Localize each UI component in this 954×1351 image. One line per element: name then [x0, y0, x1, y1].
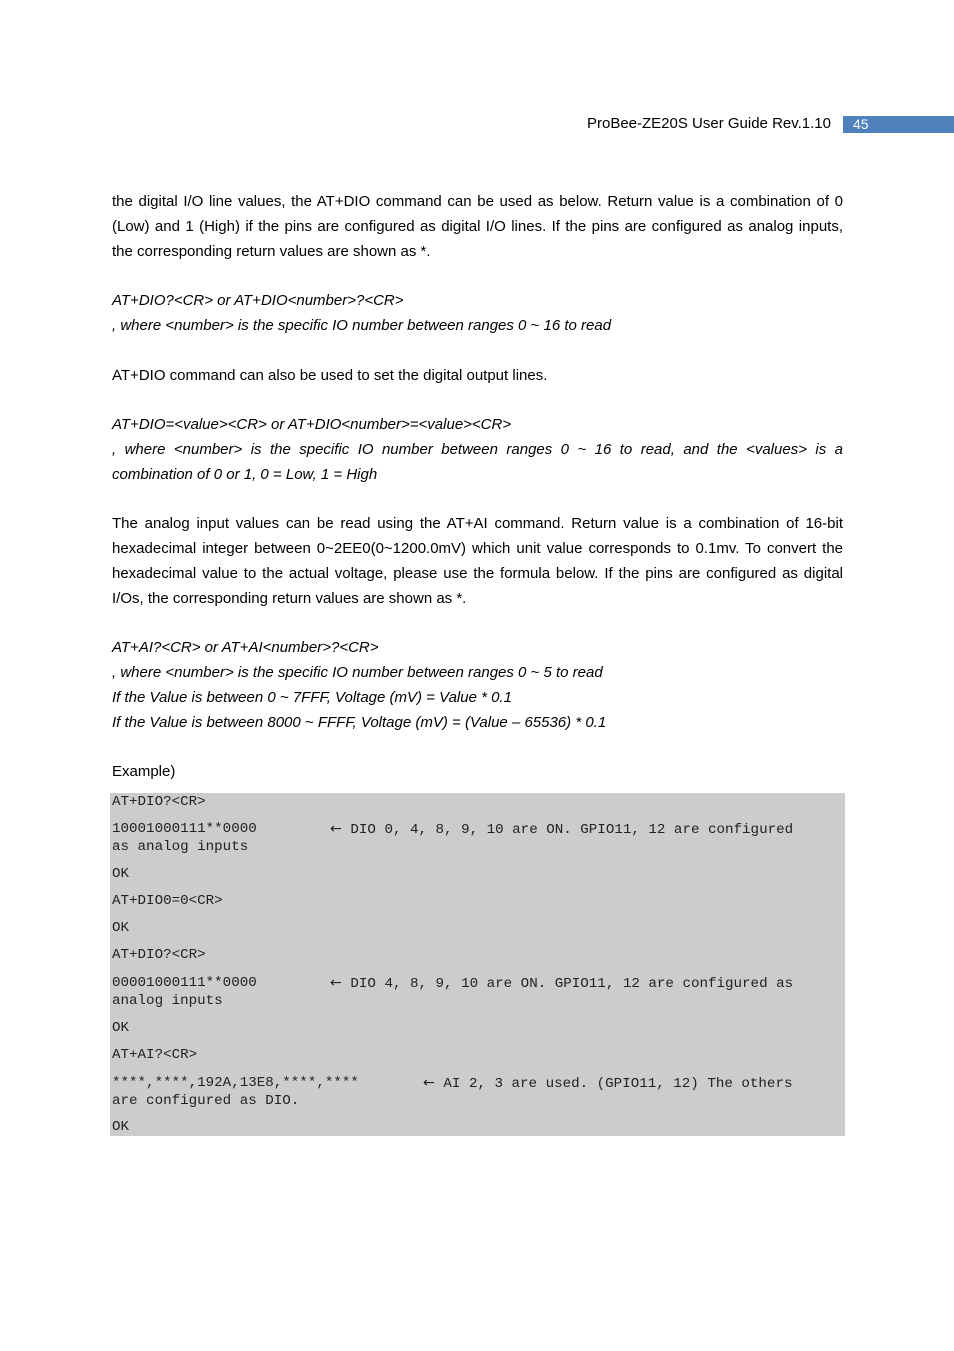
dio-read-where: , where <number> is the specific IO number between ranges 0 ~ 16 to read: [112, 316, 612, 334]
ai-paragraph: The analog input values can be read using the AT+AI command. Return value is a combination of 16-bit hexadecimal integer between 0~2EE0(0~1200.0mV) which unit value corresponds to 0.1mv. To convert the hexadecimal value to the actual voltage, please use the formula below. If the pins are configured as digital I/Os, the corresponding return values are shown as *.: [112, 515, 843, 607]
code-line: are configured as DIO.: [112, 1093, 300, 1109]
left-arrow-icon: ←: [330, 975, 342, 991]
code-comment: ← DIO 4, 8, 9, 10 are ON. GPIO11, 12 are configured as: [330, 975, 794, 992]
code-line: OK: [112, 1119, 130, 1135]
dio-set-where: , where <number> is the specific IO number between ranges 0 ~ 16 to read, and the <values> is a combination of 0 or 1, 0 = Low, 1 = High: [112, 440, 843, 483]
code-line: AT+AI?<CR>: [112, 1047, 198, 1063]
code-line: AT+DIO?<CR>: [112, 794, 206, 810]
code-line: AT+DIO?<CR>: [112, 947, 206, 963]
ai-syntax: AT+AI?<CR> or AT+AI<number>?<CR>: [112, 639, 379, 657]
code-line: ****,****,192A,13E8,****,****: [112, 1075, 359, 1091]
left-arrow-icon: ←: [423, 1075, 435, 1091]
code-comment: ← DIO 0, 4, 8, 9, 10 are ON. GPIO11, 12 are configured: [330, 821, 794, 838]
example-label: Example): [112, 763, 176, 781]
page-header: [0, 114, 954, 134]
dio-set-paragraph: AT+DIO command can also be used to set the digital output lines.: [112, 366, 548, 384]
code-line: as analog inputs: [112, 839, 249, 855]
ai-where: , where <number> is the specific IO number between ranges 0 ~ 5 to read: [112, 664, 603, 682]
code-line: AT+DIO0=0<CR>: [112, 893, 223, 909]
ai-formula-1: If the Value is between 0 ~ 7FFF, Voltage (mV) = Value * 0.1: [112, 688, 512, 706]
code-line: OK: [112, 1020, 130, 1036]
page-body: [112, 190, 843, 785]
dio-intro-paragraph: the digital I/O line values, the AT+DIO command can be used as below. Return value is a combination of 0 (Low) and 1 (High) if the pins are configured as digital I/O lines. If the pins are configured as analog inputs, the corresponding return values are shown as *.: [112, 193, 843, 260]
page-number: 45: [853, 116, 869, 132]
ai-formula-2: If the Value is between 8000 ~ FFFF, Voltage (mV) = (Value – 65536) * 0.1: [112, 713, 607, 731]
page-number-badge: [843, 116, 954, 133]
example-code-block: [110, 793, 845, 1136]
code-line: OK: [112, 920, 130, 936]
code-line: 10001000111**0000: [112, 821, 257, 837]
code-line: analog inputs: [112, 993, 223, 1009]
dio-read-syntax: AT+DIO?<CR> or AT+DIO<number>?<CR>: [112, 292, 404, 310]
code-comment: ← AI 2, 3 are used. (GPIO11, 12) The others: [423, 1075, 793, 1092]
dio-set-syntax: AT+DIO=<value><CR> or AT+DIO<number>=<value><CR>: [112, 416, 512, 434]
document-title: ProBee-ZE20S User Guide Rev.1.10: [586, 115, 831, 132]
left-arrow-icon: ←: [330, 821, 342, 837]
code-line: 00001000111**0000: [112, 975, 257, 991]
code-line: OK: [112, 866, 130, 882]
